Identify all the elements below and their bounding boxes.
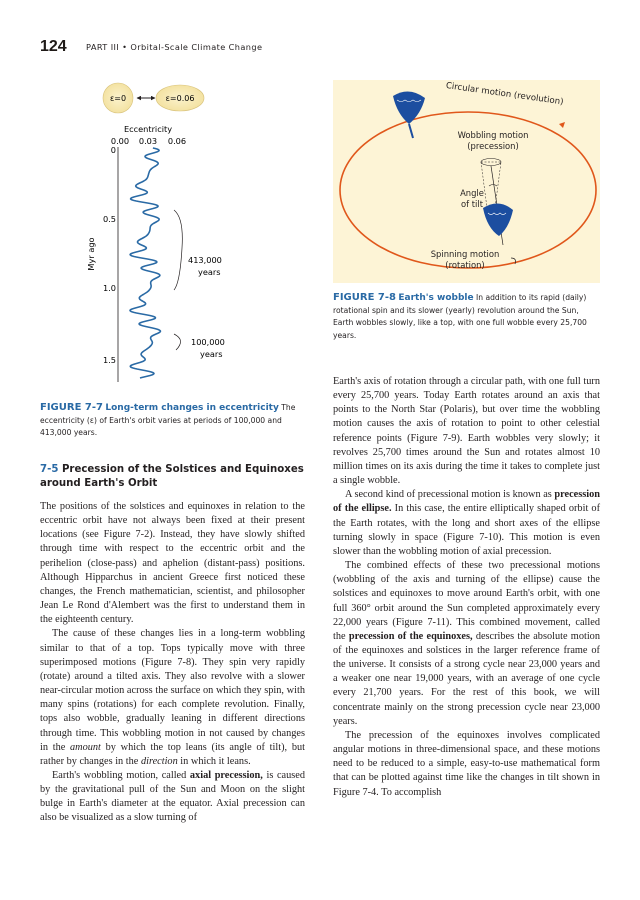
tilt-label-line1: Angle <box>460 188 484 198</box>
eccentricity-axis-title: Eccentricity <box>123 124 173 134</box>
figure-7-8-caption <box>333 292 601 342</box>
bracket-413-icon <box>174 210 182 290</box>
section-title: Precession of the Solstices and Equinoxes around Earth's Orbit <box>40 464 304 489</box>
figure-7-8 <box>333 80 600 283</box>
y-tick-3: 1.5 <box>102 355 116 365</box>
circular-motion-label: Circular motion (revolution) <box>445 80 565 108</box>
y-tick-0: 0 <box>110 145 116 155</box>
ecc-tick-1: 0.03 <box>138 136 158 146</box>
tilt-label-line2: of tilt <box>461 199 483 209</box>
figure-7-7-text: The eccentricity (ε) of Earth's orbit varies at periods of 100,000 and 413,000 years. <box>40 403 296 437</box>
bracket-100-icon <box>174 334 181 350</box>
wobbling-label-line1: Wobbling motion <box>457 130 529 140</box>
ecc-right-label: ε=0.06 <box>165 94 195 103</box>
running-head: PART III • Orbital-Scale Climate Change <box>86 42 263 52</box>
figure-7-8-title: Earth's wobble <box>398 293 474 303</box>
figure-7-8-number: FIGURE 7-8 <box>333 292 396 303</box>
left-column-text <box>40 500 305 826</box>
left-paragraph-2: The cause of these changes lies in a long-term wobbling similar to that of a top. Tops typically move with three superimposed motions (Figure 7-8). They spin very rapidly (rotate) around a tilted axis. They also revolve with a slower near-circular motion across the surface on which they spin, with many spins (rotations) for each complete revolution. Finally, tops also wobble, gradually leaning in different directions through time. This wobbling motion in not caused by changes in the amount by which the top leans (its angle of tilt), but rather by changes in the direction in which it leans. <box>40 628 305 767</box>
ecc-tick-2: 0.06 <box>167 136 187 146</box>
annotation-100-line1: 100,000 <box>191 337 225 347</box>
figure-7-8-text: In addition to its rapid (daily) rotational spin and its slower (yearly) revolution around the Sun, Earth wobbles slowly, like a top, with one full wobble every 25,700 years. <box>333 293 587 340</box>
y-tick-1: 0.5 <box>102 214 116 224</box>
ecc-left-label: ε=0 <box>109 94 127 103</box>
y-tick-2: 1.0 <box>102 283 116 293</box>
right-column-text <box>333 375 600 800</box>
left-paragraph-1: The positions of the solstices and equinoxes in relation to the eccentric orbit have not always been fixed at their present locations (see Figure 7-2). Instead, they have slowly shifted through time with respect to the eccentric orbit and the perihelion (close-pass) and aphelion (distant-pass) positions. Although Hipparchus in ancient Greece first noticed these changes, the French mathematician, scientist, and philosopher Jean Le Rond d'Alembert was the first to understand them in the eighteenth century. <box>40 501 305 626</box>
figure-7-7 <box>70 78 315 398</box>
spinning-label-line2: (rotation) <box>445 260 485 270</box>
right-paragraph-4: The precession of the equinoxes involves complicated angular motions in three-dimensional space, and these motions need to be reduced to a simple, easy-to-use mathematical form that can be plotted against time like the changes in tilt shown in Figure 7-4. To accomplish <box>333 729 600 798</box>
eccentricity-curve <box>130 148 160 378</box>
spinning-label-line1: Spinning motion <box>430 249 500 259</box>
ecc-tick-0: 0.00 <box>110 136 130 146</box>
annotation-100-line2: years <box>200 349 223 359</box>
right-paragraph-3: The combined effects of these two precessional motions (wobbling of the axis and turning of the ellipse) cause the solstices and equinoxes to move around Earth's orbit, with one full 360° orbit around the Sun completed approximately every 22,000 years (Figure 7-11). This combined movement, called the precession of the equinoxes, describes the absolute motion of the equinoxes and solstices in the larger reference frame of the universe. It consists of a strong cycle near 23,000 years and a weaker one near 19,000 years, with an average of one cycle every 21,700 years. For the rest of this book, we will concentrate mainly on the strong precession cycle near 23,000 years. <box>333 560 600 727</box>
left-paragraph-3: Earth's wobbling motion, called axial precession, is caused by the gravitational pull of the Sun and Moon on the slight bulge in Earth's diameter at the equator. Axial precession can also be visualized as a slow turning of <box>40 769 305 824</box>
annotation-413-line2: years <box>198 267 221 277</box>
figure-7-7-title: Long-term changes in eccentricity <box>105 403 279 413</box>
wobbling-label-line2: (precession) <box>467 141 519 151</box>
right-paragraph-1: Earth's axis of rotation through a circular path, with one full turn every 25,700 years. Today Earth rotates around an axis that points to the North Star (Polaris), but over time the wobbling motion causes the axis of rotation to point to other celestial reference points (Figure 7-9). Earth wobbles very slowly; it revolves 25,700 times around the Sun and rotates almost 10 million times on its axis during the time it takes to complete just a single wobble. <box>333 376 600 487</box>
page-number: 124 <box>40 38 67 55</box>
section-heading <box>40 463 310 491</box>
figure-7-7-caption <box>40 402 302 440</box>
earth-top-icon <box>393 91 425 138</box>
y-axis-label: Myr ago <box>86 237 96 271</box>
annotation-413-line1: 413,000 <box>188 255 222 265</box>
figure-7-7-number: FIGURE 7-7 <box>40 402 103 413</box>
right-paragraph-2: A second kind of precessional motion is known as precession of the ellipse. In this case, the entire elliptically shaped orbit of the Earth rotates, with the long and short axes of the ellipse turning slowly in space (Figure 7-10). This motion is even slower than the wobbling motion of axial precession. <box>333 489 600 557</box>
section-number: 7-5 <box>40 464 59 475</box>
orbit-arrow-icon <box>559 122 565 128</box>
